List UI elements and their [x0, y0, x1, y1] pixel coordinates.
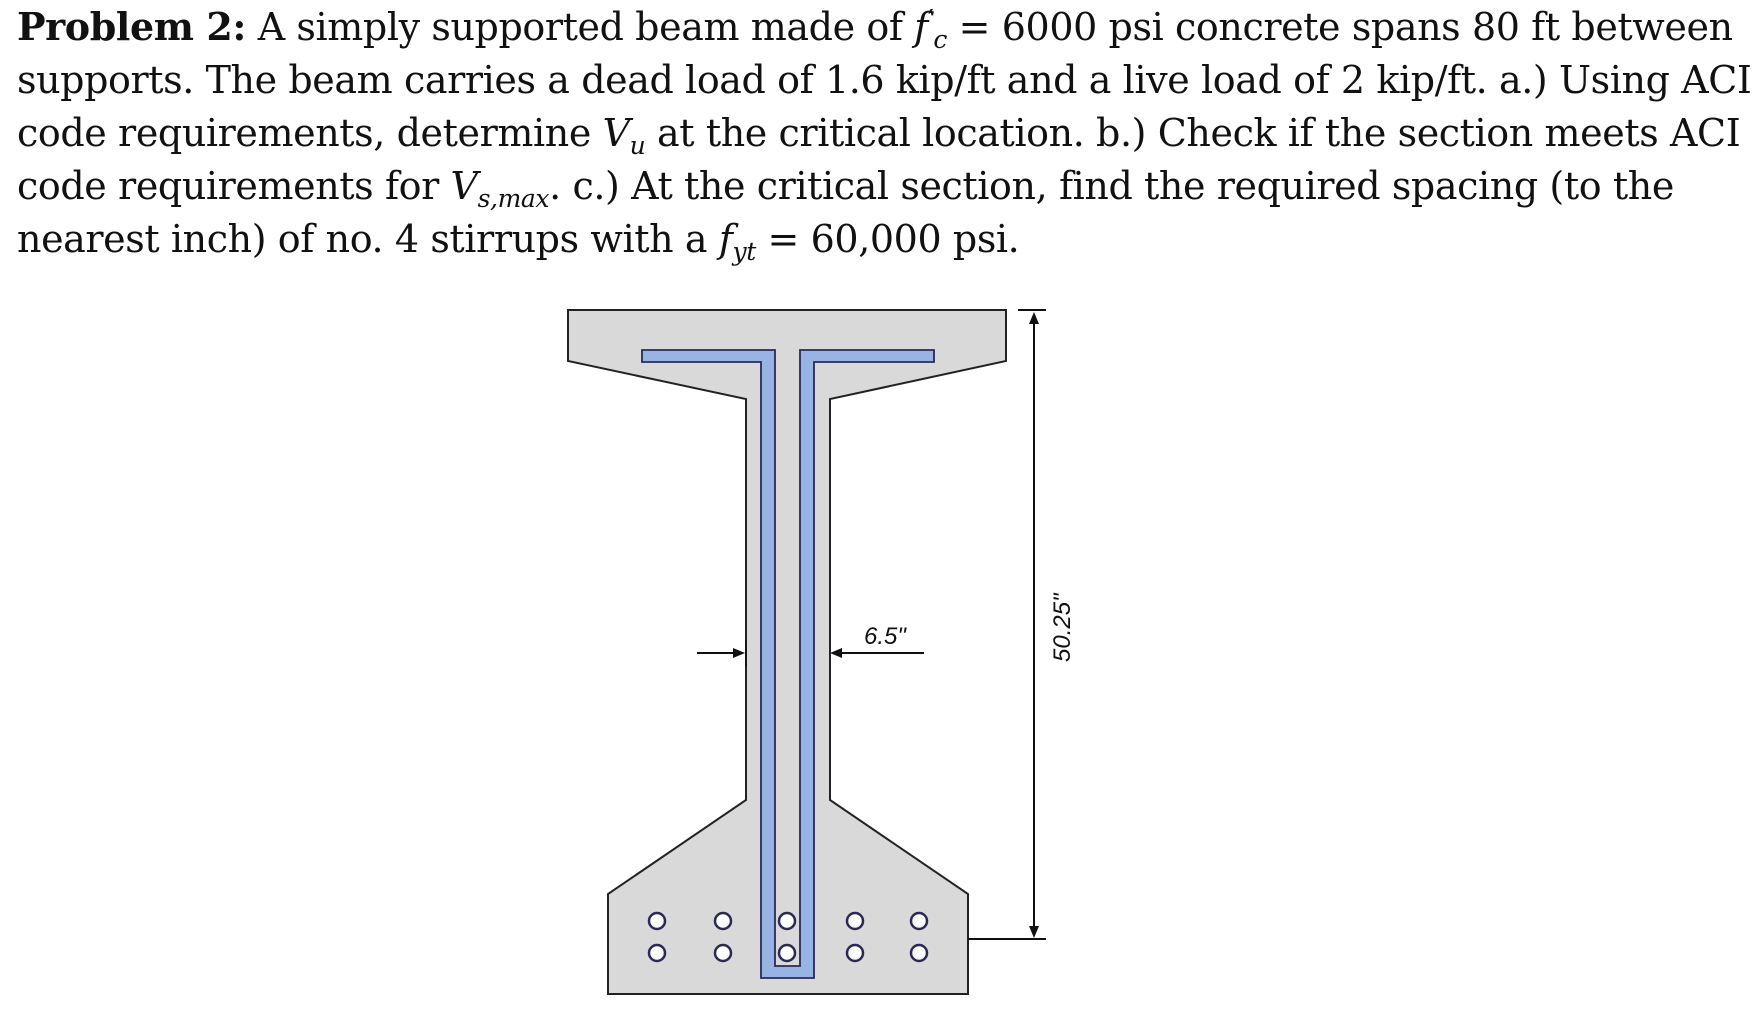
problem-text-5a: nearest inch) of no. 4 stirrups with a: [17, 217, 719, 261]
arrowhead-up: [1029, 312, 1039, 324]
rebar: [779, 945, 795, 961]
problem-text-1b: = 6000 psi concrete spans 80 ft between: [946, 5, 1733, 49]
fyt-subscript: yt: [732, 237, 756, 266]
fc-subscript: c: [933, 25, 947, 54]
problem-line-2: supports. The beam carries a dead load of 1.6 kip/ft and a live load of 2 kip/ft. a.) Using ACI: [17, 58, 1752, 102]
rebar: [715, 945, 731, 961]
fyt-symbol: f: [718, 217, 733, 261]
rebar: [911, 945, 927, 961]
vu-subscript: u: [629, 131, 646, 160]
rebar: [649, 913, 665, 929]
problem-text-5b: = 60,000 psi.: [755, 217, 1020, 261]
problem-text-3a: code requirements, determine: [17, 111, 603, 155]
vs-subscript: s,max: [477, 184, 550, 213]
arrowhead-left: [830, 648, 842, 658]
problem-text-4b: . c.) At the critical section, find the required spacing (to the: [549, 164, 1674, 208]
problem-label: Problem 2:: [17, 4, 247, 49]
problem-text-3b: at the critical location. b.) Check if the section meets ACI: [645, 111, 1741, 155]
rebar: [847, 913, 863, 929]
fc-symbol: f: [914, 5, 928, 49]
rebar: [649, 945, 665, 961]
height-dimension: [968, 310, 1076, 939]
vs-symbol: V: [450, 164, 478, 208]
height-label: 50.25": [1049, 593, 1076, 662]
web-width-label: 6.5": [864, 623, 906, 650]
problem-text-1a: A simply supported beam made of: [246, 5, 915, 49]
rebar: [779, 913, 795, 929]
rebar: [715, 913, 731, 929]
rebar: [847, 945, 863, 961]
fc-prime: ′: [927, 5, 934, 35]
concrete-section: [568, 310, 1006, 994]
rebar: [911, 913, 927, 929]
vu-symbol: V: [602, 111, 630, 155]
arrowhead-right: [733, 648, 745, 658]
arrowhead-down: [1029, 926, 1039, 938]
problem-text-4a: code requirements for: [17, 164, 451, 208]
